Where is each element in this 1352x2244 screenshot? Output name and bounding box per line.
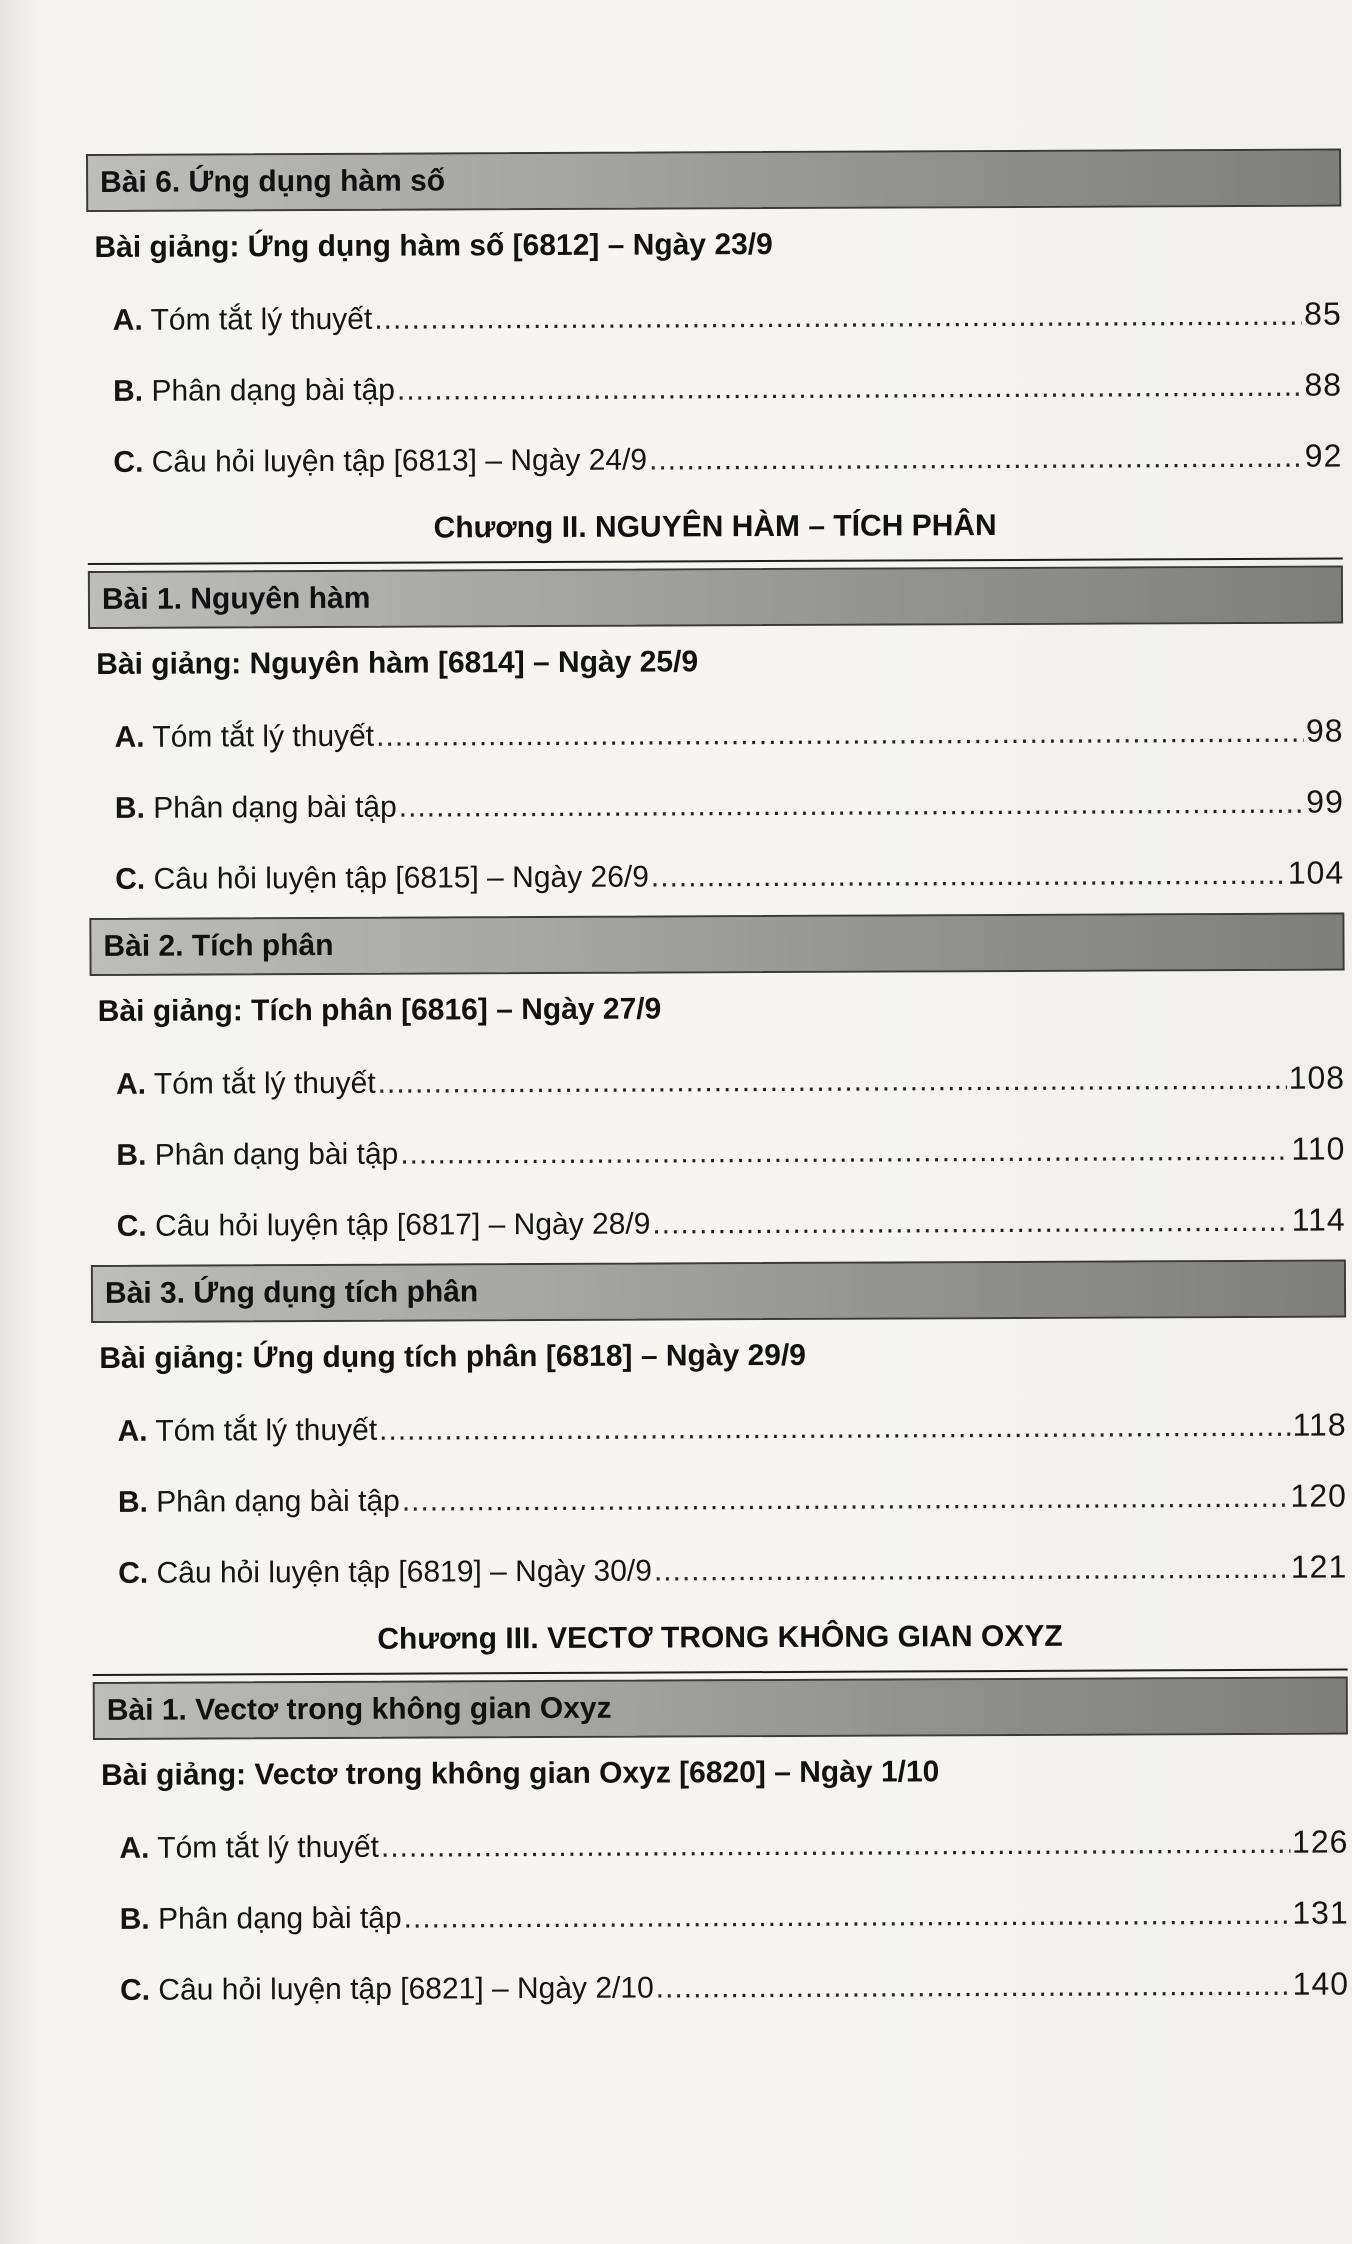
toc-entry: [91, 1185, 1346, 1261]
lesson-heading: [86, 149, 1341, 212]
dot-leader: [656, 1950, 1291, 2024]
toc-entry: [92, 1532, 1347, 1608]
toc-entry: [89, 767, 1344, 843]
toc-entry: [88, 696, 1343, 772]
lesson-heading: [91, 1260, 1346, 1323]
page-number: 99: [1306, 783, 1344, 820]
lecture-line: Bài giảng: Tích phân [6816] – Ngày 27/9: [97, 992, 662, 1028]
lesson-title: Bài 2. Tích phân: [103, 928, 334, 963]
entry-label: C. Câu hỏi luyện tập [6821] – Ngày 2/10: [119, 1971, 654, 2007]
entry-label: A. Tóm tắt lý thuyết: [114, 719, 375, 754]
toc-entry: [87, 279, 1342, 355]
chapter-heading: Chương II. NGUYÊN HÀM – TÍCH PHÂN: [88, 492, 1343, 565]
lesson-heading: [93, 1677, 1348, 1740]
page-number: 121: [1290, 1548, 1348, 1585]
toc-entry: [87, 421, 1342, 497]
dot-leader: [376, 697, 1304, 772]
dot-leader: [649, 422, 1303, 496]
dot-leader: [399, 768, 1305, 843]
lecture-line: Bài giảng: Ứng dụng hàm số [6812] – Ngày 23/9: [94, 228, 773, 264]
dot-leader: [403, 1879, 1290, 1954]
page-number: 108: [1288, 1059, 1346, 1096]
dot-leader: [402, 1462, 1289, 1537]
entry-label: B. Phân dạng bài tập: [119, 1901, 402, 1936]
dot-leader: [651, 839, 1286, 913]
toc-entry: [94, 1878, 1349, 1954]
lesson-title: Bài 1. Nguyên hàm: [101, 581, 371, 616]
toc-entry: [87, 350, 1342, 426]
lesson-title: Bài 6. Ứng dụng hàm số: [100, 164, 446, 199]
entry-label: A. Tóm tắt lý thuyết: [116, 1066, 376, 1101]
lesson-title: Bài 1. Vectơ trong không gian Oxyz: [106, 1691, 612, 1727]
page-number: 131: [1292, 1894, 1349, 1931]
table-of-contents: [86, 145, 1349, 2025]
toc-entry: [92, 1461, 1347, 1537]
toc-entry: [89, 838, 1344, 914]
entry-label: C. Câu hỏi luyện tập [6813] – Ngày 24/9: [113, 443, 648, 479]
dot-leader: [377, 1044, 1286, 1119]
entry-label: B. Phân dạng bài tập: [112, 373, 396, 408]
entry-label: B. Phân dạng bài tập: [116, 1137, 399, 1172]
page-number: 98: [1305, 712, 1344, 749]
entry-label: A. Tóm tắt lý thuyết: [112, 302, 373, 337]
chapter-heading: Chương III. VECTƠ TRONG KHÔNG GIAN OXYZ: [92, 1603, 1347, 1676]
lesson-heading: [88, 566, 1343, 629]
toc-entry: [93, 1807, 1348, 1883]
dot-leader: [397, 351, 1303, 426]
entry-label: A. Tóm tắt lý thuyết: [117, 1413, 378, 1448]
page-number: 85: [1304, 295, 1342, 332]
lecture-line: Bài giảng: Ứng dụng tích phân [6818] – Ngày 29/9: [99, 1338, 807, 1375]
lecture-line: Bài giảng: Vectơ trong không gian Oxyz [6820] – Ngày 1/10: [101, 1755, 940, 1792]
page-number: 88: [1304, 366, 1343, 403]
dot-leader: [379, 1391, 1291, 1466]
toc-entry: [91, 1390, 1346, 1466]
page-number: 118: [1292, 1406, 1347, 1443]
entry-label: A. Tóm tắt lý thuyết: [119, 1830, 380, 1865]
lesson-heading: [89, 913, 1344, 976]
dot-leader: [652, 1186, 1290, 1260]
dot-leader: [654, 1533, 1289, 1607]
toc-entry: [94, 1949, 1349, 2025]
entry-label: C. Câu hỏi luyện tập [6819] – Ngày 30/9: [118, 1554, 652, 1590]
page-number: 110: [1291, 1130, 1346, 1167]
entry-label: B. Phân dạng bài tập: [117, 1484, 400, 1519]
entry-label: C. Câu hỏi luyện tập [6817] – Ngày 28/9: [116, 1207, 651, 1243]
page-number: 120: [1290, 1477, 1347, 1514]
page-number: 140: [1292, 1965, 1350, 2002]
page-number: 104: [1287, 854, 1345, 891]
lesson-title: Bài 3. Ứng dụng tích phân: [104, 1275, 479, 1310]
toc-entry: [90, 1114, 1345, 1190]
dot-leader: [381, 1808, 1290, 1883]
page-number: 126: [1291, 1823, 1349, 1860]
dot-leader: [374, 280, 1302, 355]
page-number: 92: [1304, 437, 1343, 474]
page-number: 114: [1291, 1201, 1346, 1238]
dot-leader: [400, 1115, 1289, 1190]
entry-label: B. Phân dạng bài tập: [114, 790, 397, 825]
entry-label: C. Câu hỏi luyện tập [6815] – Ngày 26/9: [115, 860, 649, 896]
toc-entry: [90, 1043, 1345, 1119]
lecture-line: Bài giảng: Nguyên hàm [6814] – Ngày 25/9: [96, 645, 699, 681]
